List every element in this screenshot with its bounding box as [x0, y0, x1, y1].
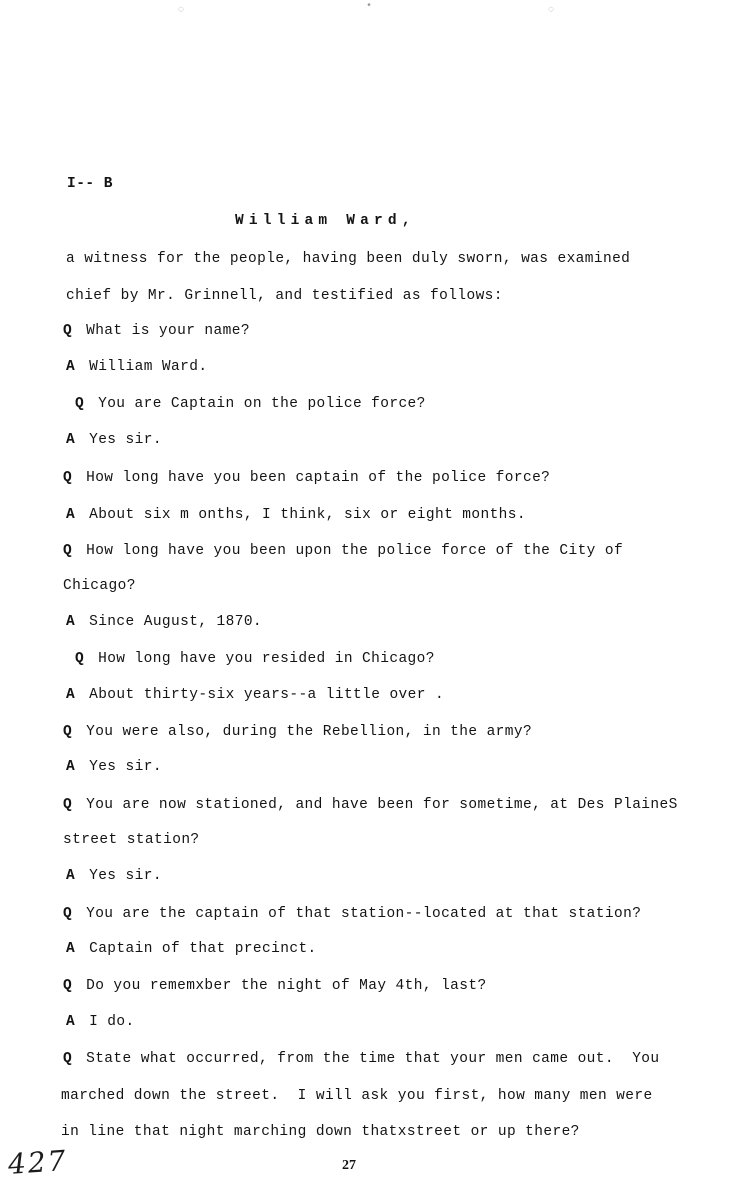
witness-name: William Ward, — [235, 213, 416, 229]
speaker-label: A — [66, 868, 76, 884]
speaker-label: A — [66, 1014, 76, 1030]
testimony-line — [61, 1123, 580, 1141]
testimony-line — [75, 650, 435, 668]
speaker-label: A — [66, 432, 76, 448]
line-text: How long have you been captain of the police force? — [86, 470, 551, 486]
line-text: State what occurred, from the time that your men came out. You — [86, 1051, 660, 1067]
testimony-line — [63, 322, 250, 340]
line-text: You are the captain of that station--located at that station? — [86, 906, 642, 922]
line-text: a witness for the people, having been duly sworn, was examined — [66, 251, 631, 267]
line-text: Since August, 1870. — [89, 614, 263, 630]
testimony-line — [66, 686, 444, 704]
speaker-label: Q — [63, 470, 73, 486]
testimony-line — [63, 831, 200, 849]
speaker-label: Q — [63, 797, 73, 813]
speaker-label: Q — [63, 978, 73, 994]
testimony-line — [63, 977, 487, 995]
punch-hole-mark: ◌ — [178, 5, 185, 16]
testimony-line — [63, 1050, 660, 1068]
testimony-line — [66, 287, 503, 305]
line-text: chief by Mr. Grinnell, and testified as follows: — [66, 288, 503, 304]
testimony-line — [66, 250, 630, 268]
speaker-label: Q — [63, 724, 73, 740]
speaker-label: Q — [75, 396, 85, 412]
page-number: 27 — [342, 1158, 356, 1173]
line-text: About thirty-six years--a little over . — [89, 687, 445, 703]
speaker-label: A — [66, 759, 76, 775]
line-text: You are now stationed, and have been for sometime, at Des PlaineS — [86, 797, 678, 813]
testimony-line — [66, 431, 162, 449]
line-text: marched down the street. I will ask you first, how many men were — [61, 1088, 653, 1104]
line-text: Yes sir. — [89, 759, 162, 775]
line-text: Captain of that precinct. — [89, 941, 317, 957]
line-text: What is your name? — [86, 323, 250, 339]
testimony-line — [66, 1013, 135, 1031]
line-text: I do. — [89, 1014, 135, 1030]
testimony-line — [66, 613, 262, 631]
speaker-label: A — [66, 359, 76, 375]
testimony-line — [66, 758, 162, 776]
testimony-line — [63, 905, 641, 923]
testimony-line — [66, 506, 526, 524]
testimony-line — [66, 867, 162, 885]
handwritten-number: 427 — [6, 1143, 69, 1182]
section-id: I-- B — [67, 176, 114, 192]
speaker-label: Q — [63, 1051, 73, 1067]
speaker-label: Q — [63, 906, 73, 922]
speaker-label: A — [66, 614, 76, 630]
line-text: street station? — [63, 832, 200, 848]
testimony-line — [63, 577, 136, 595]
line-text: How long have you been upon the police force of the City of — [86, 543, 624, 559]
line-text: Do you rememxber the night of May 4th, last? — [86, 978, 487, 994]
testimony-line — [75, 395, 426, 413]
line-text: William Ward. — [89, 359, 208, 375]
testimony-line — [63, 469, 550, 487]
speaker-label: A — [66, 507, 76, 523]
testimony-line — [66, 358, 207, 376]
testimony-line — [63, 542, 623, 560]
line-text: Yes sir. — [89, 432, 162, 448]
testimony-line — [61, 1087, 653, 1105]
line-text: How long have you resided in Chicago? — [98, 651, 435, 667]
line-text: You are Captain on the police force? — [98, 396, 426, 412]
line-text: About six m onths, I think, six or eight months. — [89, 507, 526, 523]
speaker-label: Q — [63, 323, 73, 339]
punch-hole-mark: • — [366, 1, 373, 12]
punch-hole-mark: ◌ — [548, 5, 555, 16]
testimony-line — [63, 723, 532, 741]
speaker-label: A — [66, 687, 76, 703]
speaker-label: Q — [63, 543, 73, 559]
testimony-line — [66, 940, 317, 958]
testimony-line — [63, 796, 678, 814]
speaker-label: A — [66, 941, 76, 957]
line-text: Yes sir. — [89, 868, 162, 884]
line-text: You were also, during the Rebellion, in the army? — [86, 724, 533, 740]
line-text: Chicago? — [63, 578, 136, 594]
speaker-label: Q — [75, 651, 85, 667]
line-text: in line that night marching down thatxstreet or up there? — [61, 1124, 580, 1140]
